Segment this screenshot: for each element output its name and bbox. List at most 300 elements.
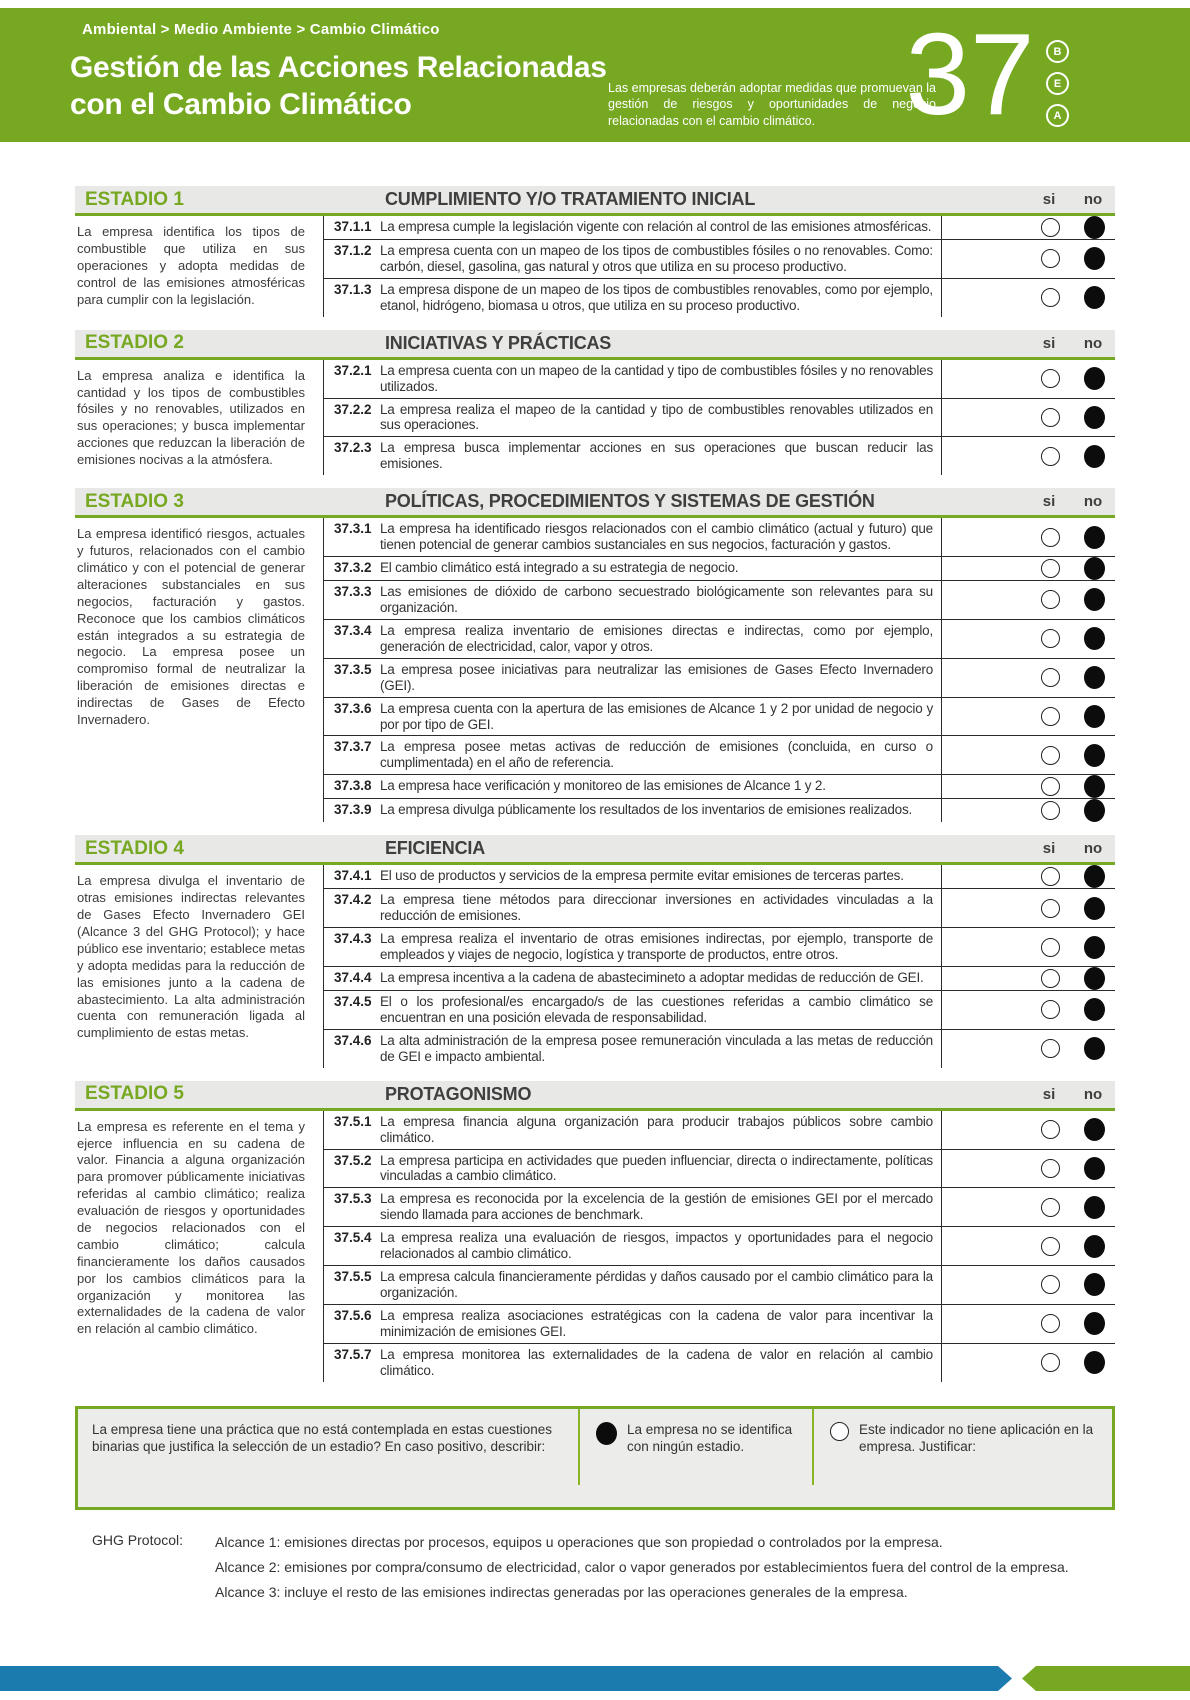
- radio-no-circle-icon[interactable]: [1084, 666, 1105, 689]
- question-text: El uso de productos y servicios de la empresa permite evitar emisiones de terceras partes.: [380, 868, 904, 884]
- question-choices: [941, 991, 1115, 1029]
- choice-column-headers: [941, 1086, 1115, 1103]
- question-choices: [941, 775, 1115, 798]
- question-number: 37.5.6: [334, 1307, 372, 1323]
- radio-no[interactable]: [1076, 865, 1112, 888]
- column-header-no: no: [1083, 840, 1103, 858]
- question-number: 37.5.4: [334, 1230, 372, 1246]
- radio-si-circle-icon[interactable]: [1041, 249, 1060, 268]
- stage-section: [75, 330, 1115, 476]
- page-header: [0, 8, 1190, 142]
- radio-no[interactable]: [1076, 897, 1112, 920]
- question-text: La empresa calcula financieramente pérdidas y daños causado por el cambio climático para la organización.: [380, 1269, 933, 1300]
- option-not-applicable[interactable]: [814, 1409, 1112, 1507]
- question-text: La empresa tiene métodos para direccionar inversiones en actividades vinculadas a la reducción de emisiones.: [380, 892, 933, 924]
- question-row: [324, 991, 1115, 1030]
- question-number: 37.5.1: [334, 1113, 372, 1129]
- question-text: La empresa posee metas activas de reducción de emisiones (concluida, en curso o cumplimentada) en el año de referencia.: [380, 739, 933, 771]
- indicator-description: Las empresas deberán adoptar medidas que promuevan la gestión de riesgos y oportunidades de negocio relacionadas con el cambio climático.: [608, 81, 936, 128]
- question-text: La empresa cuenta con un mapeo de la cantidad y tipo de combustibles fósiles y no renovables utilizados.: [380, 362, 933, 394]
- stage-label: ESTADIO 4: [85, 837, 184, 859]
- question-text: La empresa es reconocida por la excelencia de la gestión de emisiones GEI por el mercado siendo llamada para acciones de benchmark.: [380, 1191, 933, 1223]
- question-text: La empresa hace verificación y monitoreo de las emisiones de Alcance 1 y 2.: [380, 778, 826, 794]
- radio-si[interactable]: [1032, 447, 1068, 466]
- column-header-no: no: [1083, 1085, 1103, 1103]
- ghg-line-alcance2: Alcance 2: emisiones por compra/consumo de electricidad, calor o vapor generados por establecimientos fuera del control de la empresa.: [215, 1558, 1069, 1575]
- question-row: [324, 1344, 1115, 1382]
- radio-si-circle-icon[interactable]: [1041, 1353, 1060, 1372]
- radio-no-circle-icon[interactable]: [1084, 1196, 1105, 1219]
- stage-body: [75, 1111, 1115, 1382]
- radio-no[interactable]: [1076, 247, 1112, 270]
- radio-si[interactable]: [1032, 899, 1068, 918]
- question-row: [324, 1111, 1115, 1150]
- stage-description: La empresa identifica los tipos de combustible que utiliza en sus operaciones y adopta medidas de control de las emisiones atmosféricas para cumplir con la legislación.: [77, 224, 305, 307]
- stage-section: [75, 186, 1115, 317]
- question-row: [324, 1188, 1115, 1227]
- radio-no-circle-icon[interactable]: [1084, 406, 1105, 429]
- question-choices: [941, 1030, 1115, 1068]
- question-choices: [941, 1344, 1115, 1382]
- radio-no[interactable]: [1076, 216, 1112, 239]
- questions: [323, 865, 1115, 1067]
- radio-si-circle-icon[interactable]: [1041, 528, 1060, 547]
- stage-title: POLÍTICAS, PROCEDIMIENTOS Y SISTEMAS DE GESTIÓN: [385, 491, 875, 512]
- stage-description: La empresa divulga el inventario de otras emisiones indirectas relevantes de Gases Efecto Invernadero GEI (Alcance 3 del GHG Protocol); y hace público ese inventario; establece metas y adopta medidas para la reducción de las emisiones junto a la cadena de abastecimiento. La alta administración cuenta con remuneración ligada al cumplimiento de estas metas.: [77, 873, 305, 1041]
- question-choices: [941, 240, 1115, 278]
- question-choices: [941, 620, 1115, 658]
- radio-si-circle-icon[interactable]: [1041, 801, 1060, 820]
- radio-si[interactable]: [1032, 801, 1068, 820]
- question-choices: [941, 360, 1115, 398]
- question-row: [324, 928, 1115, 967]
- indicator-number: 37: [905, 9, 1035, 139]
- radio-no[interactable]: [1076, 936, 1112, 959]
- radio-si[interactable]: [1032, 369, 1068, 388]
- circled-letter-badge-a: A: [1046, 104, 1069, 127]
- radio-si[interactable]: [1032, 590, 1068, 609]
- breadcrumb: Ambiental > Medio Ambiente > Cambio Climático: [82, 21, 440, 38]
- radio-si-circle-icon[interactable]: [1041, 867, 1060, 886]
- column-header-no: no: [1083, 493, 1103, 511]
- radio-si[interactable]: [1032, 1039, 1068, 1058]
- radio-no[interactable]: [1076, 775, 1112, 798]
- question-choices: [941, 581, 1115, 619]
- radio-no-circle-icon[interactable]: [1084, 1235, 1105, 1258]
- choice-column-headers: [941, 335, 1115, 352]
- question-text: La empresa realiza inventario de emisiones directas e indirectas, como por ejemplo, generación de electricidad, calor, vapor y otros.: [380, 622, 933, 654]
- radio-si-circle-icon[interactable]: [1041, 590, 1060, 609]
- question-choices: [941, 1305, 1115, 1343]
- question-text: La empresa realiza el inventario de otras emisiones indirectas, por ejemplo, transporte de empleados y viajes de negocio, logística y transporte de productos, entre otros.: [380, 931, 933, 963]
- radio-no-circle-icon[interactable]: [1084, 445, 1105, 468]
- radio-si[interactable]: [1032, 867, 1068, 886]
- stage-body: [75, 360, 1115, 476]
- question-row: [324, 775, 1115, 799]
- column-header-no: no: [1083, 191, 1103, 208]
- ghg-protocol-footnote: [75, 1530, 1115, 1606]
- radio-no[interactable]: [1076, 1196, 1112, 1219]
- stage-section: [75, 488, 1115, 822]
- question-number: 37.4.4: [334, 969, 372, 985]
- column-header-si: si: [1042, 191, 1056, 208]
- question-text: La empresa divulga públicamente los resultados de los inventarios de emisiones realizados.: [380, 802, 913, 818]
- open-question-text: La empresa tiene una práctica que no está contemplada en estas cuestiones binarias que justifica la selección de un estadio? En caso positivo, describir:: [92, 1421, 553, 1455]
- question-choices: [941, 1150, 1115, 1188]
- question-number: 37.4.6: [334, 1032, 372, 1048]
- stage-title: PROTAGONISMO: [385, 1083, 532, 1104]
- radio-si-circle-icon[interactable]: [1041, 629, 1060, 648]
- question-choices: [941, 865, 1115, 888]
- radio-si-circle-icon[interactable]: [1041, 218, 1060, 237]
- question-number: 37.5.3: [334, 1191, 372, 1207]
- questions: [323, 216, 1115, 317]
- ghg-line-alcance3: Alcance 3: incluye el resto de las emisiones indirectas generadas por las operaciones generales de la empresa.: [215, 1583, 908, 1600]
- option-not-applicable-circle-icon[interactable]: [830, 1422, 849, 1441]
- question-choices: [941, 736, 1115, 774]
- question-choices: [941, 1227, 1115, 1265]
- radio-si-circle-icon[interactable]: [1041, 288, 1060, 307]
- stage-header-bar: [75, 488, 1115, 518]
- radio-no[interactable]: [1076, 588, 1112, 611]
- page-title-line2: con el Cambio Climático: [70, 87, 412, 121]
- stage-title: EFICIENCIA: [385, 838, 486, 859]
- radio-si-circle-icon[interactable]: [1041, 668, 1060, 687]
- question-choices: [941, 399, 1115, 437]
- radio-no-circle-icon[interactable]: [1084, 588, 1105, 611]
- circled-letter-badge-e: E: [1046, 72, 1069, 95]
- question-text: La empresa cumple la legislación vigente con relación al control de las emisiones atmosféricas.: [380, 219, 932, 234]
- radio-no-circle-icon[interactable]: [1084, 1312, 1105, 1335]
- column-header-no: no: [1083, 334, 1103, 352]
- radio-si[interactable]: [1032, 1000, 1068, 1019]
- radio-no-circle-icon[interactable]: [1084, 216, 1105, 239]
- question-row: [324, 865, 1115, 889]
- footer-green-arrow: [1022, 1666, 1190, 1691]
- no-stage-box: [75, 1406, 1115, 1510]
- question-number: 37.4.2: [334, 892, 372, 908]
- question-number: 37.4.1: [334, 868, 372, 884]
- radio-no[interactable]: [1076, 367, 1112, 390]
- radio-no[interactable]: [1076, 445, 1112, 468]
- stage-header-bar: [75, 186, 1115, 216]
- stage-header-bar: [75, 330, 1115, 360]
- radio-si-circle-icon[interactable]: [1041, 746, 1060, 765]
- radio-si[interactable]: [1032, 629, 1068, 648]
- radio-si[interactable]: [1032, 668, 1068, 687]
- question-choices: [941, 659, 1115, 697]
- question-choices: [941, 967, 1115, 990]
- questions: [323, 518, 1115, 822]
- radio-no-circle-icon[interactable]: [1084, 1118, 1105, 1141]
- radio-no-circle-icon[interactable]: [1084, 897, 1105, 920]
- questions: [323, 360, 1115, 476]
- question-row: [324, 799, 1115, 822]
- column-header-si: si: [1042, 493, 1056, 511]
- radio-si-circle-icon[interactable]: [1041, 1159, 1060, 1178]
- question-text: La empresa dispone de un mapeo de los tipos de combustibles renovables, como por ejemplo, etanol, hidrógeno, biomasa u otros, que utiliza en su proceso productivo.: [380, 281, 933, 313]
- radio-no[interactable]: [1076, 744, 1112, 767]
- radio-si-circle-icon[interactable]: [1041, 1237, 1060, 1256]
- radio-no-circle-icon[interactable]: [1084, 998, 1105, 1021]
- question-number: 37.1.1: [334, 219, 372, 234]
- question-number: 37.4.3: [334, 931, 372, 947]
- question-text: El o los profesional/es encargado/s de las cuestiones referidas a cambio climático se encuentran en una posición elevada de responsabilidad.: [380, 993, 933, 1025]
- radio-no-circle-icon[interactable]: [1084, 1273, 1105, 1296]
- question-row: [324, 518, 1115, 557]
- stage-label: ESTADIO 1: [85, 188, 184, 210]
- main-content: [75, 186, 1115, 1605]
- ghg-protocol-label: GHG Protocol:: [92, 1531, 184, 1548]
- radio-no[interactable]: [1076, 526, 1112, 549]
- radio-si[interactable]: [1032, 938, 1068, 957]
- question-row: [324, 557, 1115, 581]
- radio-no[interactable]: [1076, 1312, 1112, 1335]
- radio-si[interactable]: [1032, 408, 1068, 427]
- badge-column: [1046, 40, 1069, 127]
- radio-si-circle-icon[interactable]: [1041, 447, 1060, 466]
- radio-si-circle-icon[interactable]: [1041, 559, 1060, 578]
- radio-no-circle-icon[interactable]: [1084, 775, 1105, 798]
- radio-si-circle-icon[interactable]: [1041, 369, 1060, 388]
- question-text: La empresa incentiva a la cadena de abastecimineto a adoptar medidas de reducción de GEI.: [380, 969, 924, 985]
- question-number: 37.3.2: [334, 560, 372, 576]
- radio-si[interactable]: [1032, 1198, 1068, 1217]
- option-no-stage-label: La empresa no se identifica con ningún estadio.: [627, 1421, 793, 1455]
- option-no-stage[interactable]: [580, 1409, 812, 1507]
- radio-si[interactable]: [1032, 1237, 1068, 1256]
- question-row: [324, 240, 1115, 279]
- question-number: 37.3.9: [334, 802, 372, 818]
- question-row: [324, 889, 1115, 928]
- question-row: [324, 360, 1115, 399]
- radio-si-circle-icon[interactable]: [1041, 969, 1060, 988]
- question-number: 37.1.2: [334, 243, 372, 258]
- radio-si[interactable]: [1032, 218, 1068, 237]
- question-number: 37.3.4: [334, 622, 372, 638]
- stage-description: La empresa analiza e identifica la cantidad y los tipos de combustibles fósiles y no renovables, utilizados en sus operaciones; y busca implementar acciones que reduzcan la liberación de emisiones nocivas a la atmósfera.: [77, 367, 305, 468]
- question-row: [324, 279, 1115, 317]
- question-number: 37.5.7: [334, 1346, 372, 1362]
- question-number: 37.3.3: [334, 584, 372, 600]
- radio-si[interactable]: [1032, 707, 1068, 726]
- page-title: [70, 50, 607, 123]
- question-choices: [941, 557, 1115, 580]
- radio-no[interactable]: [1076, 1157, 1112, 1180]
- question-choices: [941, 1111, 1115, 1149]
- radio-no-circle-icon[interactable]: [1084, 557, 1105, 580]
- column-header-si: si: [1042, 840, 1056, 858]
- question-number: 37.3.7: [334, 739, 372, 755]
- radio-no-circle-icon[interactable]: [1084, 705, 1105, 728]
- stage-body: [75, 216, 1115, 317]
- question-choices: [941, 928, 1115, 966]
- question-number: 37.2.2: [334, 401, 372, 417]
- stages: [75, 186, 1115, 1382]
- stage-header-bar: [75, 835, 1115, 865]
- question-number: 37.3.6: [334, 700, 372, 716]
- stage-body: [75, 518, 1115, 822]
- stage-description: La empresa es referente en el tema y ejerce influencia en su cadena de valor. Financia a alguna organización para promover públicamente iniciativas referidas al cambio climático; realiza evaluación de riesgos y oportunidades de negocios relacionados con el cambio climático; calcula financieramente los daños causados por los cambios climáticos para la organización y monitorea las externalidades de la cadena de valor en relación al cambio climático.: [77, 1118, 305, 1337]
- radio-no[interactable]: [1076, 1118, 1112, 1141]
- radio-no[interactable]: [1076, 557, 1112, 580]
- page-title-line1: Gestión de las Acciones Relacionadas: [70, 51, 607, 84]
- question-number: 37.3.5: [334, 661, 372, 677]
- radio-no-circle-icon[interactable]: [1084, 1351, 1105, 1374]
- radio-no[interactable]: [1076, 799, 1112, 822]
- radio-si-circle-icon[interactable]: [1041, 1314, 1060, 1333]
- choice-column-headers: [941, 191, 1115, 208]
- question-number: 37.2.1: [334, 362, 372, 378]
- question-text: La empresa posee iniciativas para neutralizar las emisiones de Gases Efecto Invernadero (GEI).: [380, 661, 933, 693]
- stage-section: [75, 1081, 1115, 1382]
- radio-no[interactable]: [1076, 998, 1112, 1021]
- circled-letter-badge-b: B: [1046, 40, 1069, 63]
- question-row: [324, 1030, 1115, 1068]
- question-choices: [941, 518, 1115, 556]
- question-row: [324, 1305, 1115, 1344]
- question-text: La empresa financia alguna organización para producir trabajos públicos sobre cambio climático.: [380, 1113, 933, 1145]
- question-row: [324, 581, 1115, 620]
- stage-description: La empresa identificó riesgos, actuales y futuros, relacionados con el cambio climático y con el potencial de generar alteraciones substanciales en sus negocios, facturación y gastos. Reconoce que los cambios climáticos están integrados a su estrategia de negocio. La empresa posee un compromiso formal de neutralizar la liberación de emisiones directas e indirectas de Gases de Efecto Invernadero.: [77, 526, 305, 728]
- question-text: La empresa ha identificado riesgos relacionados con el cambio climático (actual y futuro) que tienen potencial de generar cambios sustanciales en sus negocios, facturación y gastos.: [380, 521, 933, 553]
- question-row: [324, 1266, 1115, 1305]
- question-text: La empresa participa en actividades que pueden influenciar, directa o indirectamente, políticas vinculadas a cambio climático.: [380, 1152, 933, 1184]
- radio-si[interactable]: [1032, 559, 1068, 578]
- stage-label: ESTADIO 5: [85, 1083, 184, 1105]
- question-choices: [941, 889, 1115, 927]
- footer-blue-arrow: [0, 1666, 1012, 1691]
- column-header-si: si: [1042, 334, 1056, 352]
- stage-label: ESTADIO 2: [85, 332, 184, 354]
- question-choices: [941, 216, 1115, 239]
- question-text: Las emisiones de dióxido de carbono secuestrado biológicamente son relevantes para su organización.: [380, 584, 933, 615]
- question-text: La empresa busca implementar acciones en sus operaciones que buscan reducir las emisiones.: [380, 440, 933, 472]
- question-text: La alta administración de la empresa posee remuneración vinculada a las metas de reducción de GEI e impacto ambiental.: [380, 1032, 933, 1064]
- radio-no-circle-icon[interactable]: [1084, 627, 1105, 650]
- footer-bars: [0, 1666, 1190, 1691]
- option-no-stage-circle-icon[interactable]: [596, 1422, 617, 1445]
- radio-no-circle-icon[interactable]: [1084, 744, 1105, 767]
- radio-si[interactable]: [1032, 777, 1068, 796]
- question-number: 37.5.5: [334, 1269, 372, 1285]
- question-row: [324, 216, 1115, 240]
- radio-si-circle-icon[interactable]: [1041, 1000, 1060, 1019]
- question-row: [324, 437, 1115, 475]
- radio-si[interactable]: [1032, 1314, 1068, 1333]
- radio-si-circle-icon[interactable]: [1041, 938, 1060, 957]
- ghg-protocol-lines: [205, 1530, 1115, 1606]
- radio-si-circle-icon[interactable]: [1041, 777, 1060, 796]
- radio-no-circle-icon[interactable]: [1084, 526, 1105, 549]
- radio-si[interactable]: [1032, 288, 1068, 307]
- radio-no-circle-icon[interactable]: [1084, 1037, 1105, 1060]
- question-row: [324, 1227, 1115, 1266]
- radio-no[interactable]: [1076, 705, 1112, 728]
- stage-title: INICIATIVAS Y PRÁCTICAS: [385, 332, 612, 353]
- question-text: La empresa cuenta con un mapeo de los tipos de combustibles fósiles o no renovables. Como: carbón, diesel, gasolina, gas natural y otros que utiliza en su proceso productivo.: [380, 243, 933, 274]
- stage-label: ESTADIO 3: [85, 490, 184, 512]
- radio-si[interactable]: [1032, 1353, 1068, 1372]
- radio-si-circle-icon[interactable]: [1041, 1198, 1060, 1217]
- questions: [323, 1111, 1115, 1382]
- question-text: El cambio climático está integrado a su estrategia de negocio.: [380, 560, 739, 576]
- question-choices: [941, 437, 1115, 475]
- question-row: [324, 967, 1115, 991]
- radio-si-circle-icon[interactable]: [1041, 1039, 1060, 1058]
- question-text: La empresa realiza asociaciones estratégicas con la cadena de valor para incentivar la minimización de emisiones GEI.: [380, 1307, 933, 1339]
- ghg-line-alcance1: Alcance 1: emisiones directas por procesos, equipos u operaciones que son propiedad o controlados por la empresa.: [215, 1533, 943, 1550]
- question-choices: [941, 279, 1115, 317]
- radio-no-circle-icon[interactable]: [1084, 1157, 1105, 1180]
- question-row: [324, 399, 1115, 438]
- radio-si-circle-icon[interactable]: [1041, 707, 1060, 726]
- radio-si-circle-icon[interactable]: [1041, 1120, 1060, 1139]
- radio-no-circle-icon[interactable]: [1084, 799, 1105, 822]
- question-choices: [941, 799, 1115, 822]
- radio-no[interactable]: [1076, 1235, 1112, 1258]
- question-choices: [941, 1266, 1115, 1304]
- radio-no[interactable]: [1076, 1273, 1112, 1296]
- radio-si[interactable]: [1032, 528, 1068, 547]
- radio-no[interactable]: [1076, 1351, 1112, 1374]
- question-text: La empresa cuenta con la apertura de las emisiones de Alcance 1 y 2 por unidad de negocio y por por tipo de GEI.: [380, 700, 933, 732]
- option-not-applicable-label: Este indicador no tiene aplicación en la empresa. Justificar:: [859, 1421, 1094, 1455]
- radio-si-circle-icon[interactable]: [1041, 899, 1060, 918]
- radio-si-circle-icon[interactable]: [1041, 1275, 1060, 1294]
- radio-no[interactable]: [1076, 1037, 1112, 1060]
- radio-no-circle-icon[interactable]: [1084, 247, 1105, 270]
- question-number: 37.1.3: [334, 281, 372, 297]
- radio-si[interactable]: [1032, 1159, 1068, 1178]
- stage-section: [75, 835, 1115, 1067]
- radio-no[interactable]: [1076, 286, 1112, 309]
- radio-no[interactable]: [1076, 967, 1112, 990]
- column-header-si: si: [1042, 1085, 1056, 1103]
- radio-no-circle-icon[interactable]: [1084, 865, 1105, 888]
- radio-no[interactable]: [1076, 406, 1112, 429]
- question-number: 37.4.5: [334, 993, 372, 1009]
- question-text: La empresa realiza una evaluación de riesgos, impactos y oportunidades para el negocio relacionados al cambio climático.: [380, 1230, 933, 1262]
- question-number: 37.3.8: [334, 778, 372, 794]
- radio-no-circle-icon[interactable]: [1084, 967, 1105, 990]
- radio-no[interactable]: [1076, 666, 1112, 689]
- radio-si-circle-icon[interactable]: [1041, 408, 1060, 427]
- radio-si[interactable]: [1032, 746, 1068, 765]
- radio-no-circle-icon[interactable]: [1084, 367, 1105, 390]
- choice-column-headers: [941, 493, 1115, 510]
- question-row: [324, 620, 1115, 659]
- question-row: [324, 659, 1115, 698]
- radio-no-circle-icon[interactable]: [1084, 936, 1105, 959]
- radio-si[interactable]: [1032, 969, 1068, 988]
- question-text: La empresa realiza el mapeo de la cantidad y tipo de combustibles renovables utilizados en sus operaciones.: [380, 401, 933, 433]
- question-row: [324, 1150, 1115, 1189]
- question-number: 37.3.1: [334, 521, 372, 537]
- stage-title: CUMPLIMIENTO Y/O TRATAMIENTO INICIAL: [385, 189, 756, 209]
- question-number: 37.2.3: [334, 440, 372, 456]
- radio-no-circle-icon[interactable]: [1084, 286, 1105, 309]
- stage-header-bar: [75, 1081, 1115, 1111]
- radio-no[interactable]: [1076, 627, 1112, 650]
- radio-si[interactable]: [1032, 249, 1068, 268]
- question-choices: [941, 1188, 1115, 1226]
- choice-column-headers: [941, 840, 1115, 857]
- radio-si[interactable]: [1032, 1120, 1068, 1139]
- stage-body: [75, 865, 1115, 1067]
- question-row: [324, 698, 1115, 737]
- radio-si[interactable]: [1032, 1275, 1068, 1294]
